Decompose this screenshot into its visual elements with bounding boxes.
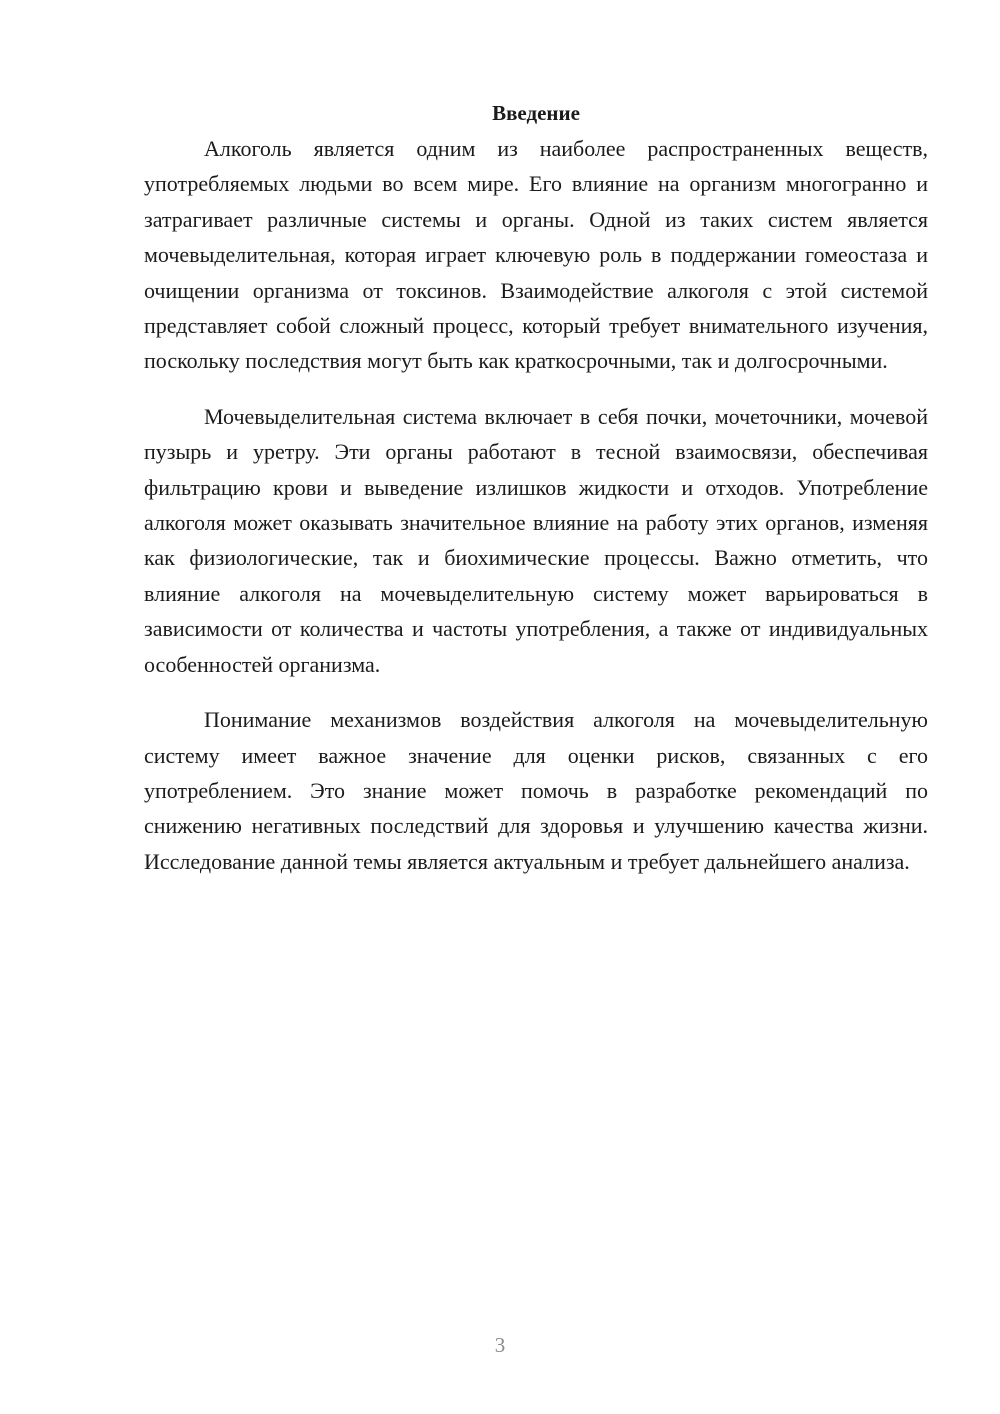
paragraph-1: Алкоголь является одним из наиболее распространенных веществ, употребляемых людьми во всем мире. Его влияние на организм многогранно и затрагивает различные системы и органы. Одной из таких систем является мочевыделительная, которая играет ключевую роль в поддержании гомеостаза и очищении организма от токсинов. Взаимодействие алкоголя с этой системой представляет собой сложный процесс, который требует внимательного изучения, поскольку последствия могут быть как краткосрочными, так и долгосрочными. bbox=[144, 136, 928, 374]
section-title: Введение bbox=[492, 101, 580, 125]
page-number: 3 bbox=[494, 1333, 506, 1357]
paragraph-2: Мочевыделительная система включает в себя почки, мочеточники, мочевой пузырь и уретру. Эти органы работают в тесной взаимосвязи, обеспечивая фильтрацию крови и выведение излишков жидкости и отходов. Употребление алкоголя может оказывать значительное влияние на работу этих органов, изменяя как физиологические, так и биохимические процессы. Важно отметить, что влияние алкоголя на мочевыделительную систему может варьироваться в зависимости от количества и частоты употребления, а также от индивидуальных особенностей организма. bbox=[144, 403, 928, 677]
paragraph-3: Понимание механизмов воздействия алкоголя на мочевыделительную систему имеет важное значение для оценки рисков, связанных с его употреблением. Это знание может помочь в разработке рекомендаций по снижению негативных последствий для здоровья и улучшению качества жизни. Исследование данной темы является актуальным и требует дальнейшего анализа. bbox=[144, 707, 928, 874]
page-content bbox=[144, 96, 928, 899]
